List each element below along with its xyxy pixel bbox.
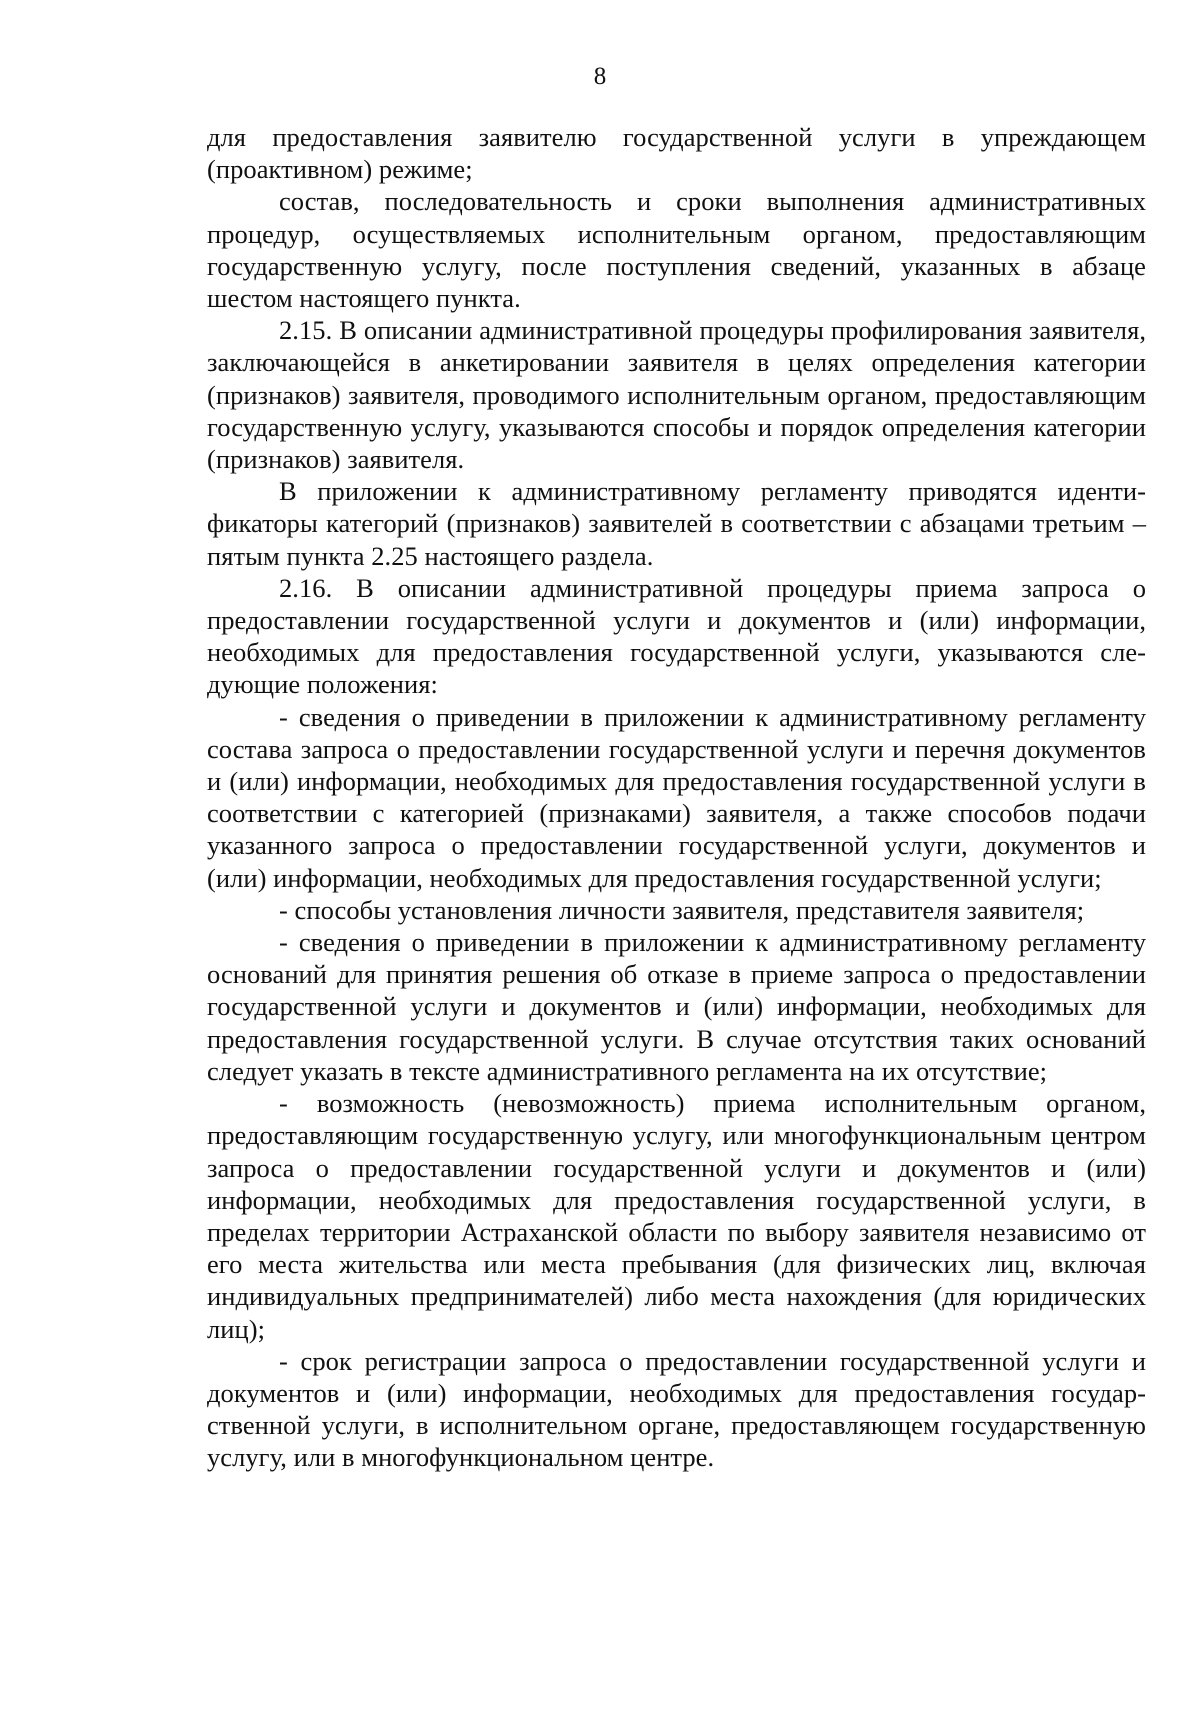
list-item: - способы установления личности заявителя, представителя заявителя; xyxy=(279,894,1085,925)
list-item: - срок регистрации запроса о предоставлении государственной услуги и документов и (или) информации, необходимых для предоставления государственной услуги, в исполнительном органе, предоставляющем государственную услугу, или в многофункциональном центре. xyxy=(207,1345,1146,1473)
paragraph-section-2-16: 2.16. В описании административной процедуры приема запроса о предоставлении государственной услуги и документов и (или) информации, необходимых для предоставления государственной услуги, указываются следующие положения: xyxy=(207,572,1146,700)
list-item: - сведения о приведении в приложении к административному регламенту оснований для принятия решения об отказе в приеме запроса о предоставлении государственной услуги и документов и (или) информации, необходимых для предоставления государственной услуги. В случае отсутствия таких оснований следует указать в тексте административного регламента на их отсутствие; xyxy=(207,927,1146,1086)
paragraph: состав, последовательность и сроки выполнения административных процедур, осуществляемых исполнительным органом, предоставляющим государственную услугу, после поступления сведений, указанных в абзаце шестом настоящего пункта. xyxy=(207,186,1146,314)
paragraph: В приложении к административному регламенту приводятся идентификаторы категорий (признаков) заявителей в соответствии с абзацами третьим – пятым пункта 2.25 настоящего раздела. xyxy=(207,476,1146,571)
list-item: - сведения о приведении в приложении к административному регламенту состава запроса о предоставлении государственной услуги и перечня документов и (или) информации, необходимых для предоставления государственной услуги в соответствии с категорией (признаками) заявителя, а также способов подачи указанного запроса о предоставлении государственной услуги, документов и (или) информации, необходимых для предоставления государственной услуги; xyxy=(207,701,1146,893)
paragraph: для предоставления заявителю государственной услуги в упреждающем (проактивном) режиме; xyxy=(207,122,1146,185)
list-item: - возможность (невозможность) приема исполнительным органом, предоставляющим государственную услугу, или многофункциональным центром запроса о предоставлении государственной услуги и документов и (или) информации, необходимых для предоставления государственной услуги, в пределах территории Астраханской области по выбору заявителя независимо от его места жительства или места пребывания (для физических лиц, включая индивидуальных предпринимателей) либо места нахождения (для юридических лиц); xyxy=(207,1088,1146,1344)
document-body xyxy=(207,121,1146,1474)
page-number: 8 xyxy=(593,63,607,90)
paragraph-section-2-15: 2.15. В описании административной процедуры профилирования заявителя, заключающейся в анкетировании заявителя в целях определения категории (признаков) заявителя, проводимого исполнительным органом, предоставляющим государственную услугу, указываются способы и порядок определения категории (признаков) заявителя. xyxy=(207,315,1146,475)
